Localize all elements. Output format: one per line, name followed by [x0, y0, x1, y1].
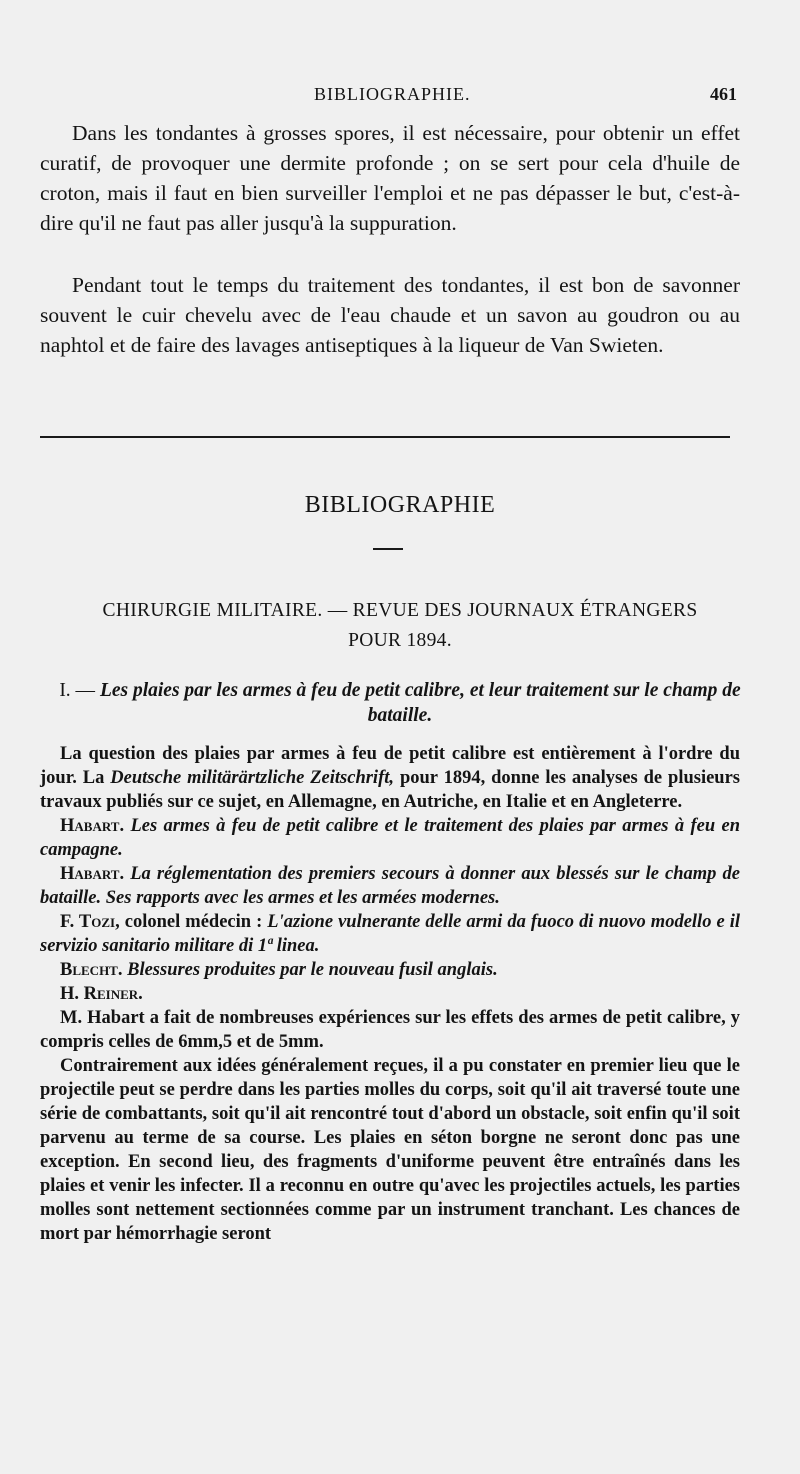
intro-paragraph-1: Dans les tondantes à grosses spores, il est nécessaire, pour obtenir un effet curatif, de provoquer une dermite profonde ; on se sert pour cela d'huile de croton, mais il faut en bien surveiller l'emploi et ne pas dépasser le but, c'est-à-dire qu'il ne faut pas aller jusqu'à la suppuration. — [40, 121, 740, 235]
reference-2 — [40, 862, 740, 910]
running-head-title: BIBLIOGRAPHIE. — [314, 84, 471, 104]
reference-author: Habart. — [60, 816, 125, 836]
intro-paragraph-2: Pendant tout le temps du traitement des tondantes, il est bon de savonner souvent le cuir chevelu avec de l'eau chaude et un savon au goudron ou au naphtol et de faire des lavages antiseptiques à la liqueur de Van Swieten. — [40, 273, 740, 357]
paragraph-intro — [40, 742, 740, 814]
journal-title: Deutsche militärärtzliche Zeitschrift, — [110, 768, 395, 788]
article-number: I. — — [59, 680, 96, 701]
reference-title: Blessures produites par le nouveau fusil anglais. — [127, 960, 498, 980]
reference-title: La réglementation des premiers secours à donner aux blessés sur le champ de bataille. Ses rapports avec les armes et les armées modernes. — [40, 864, 740, 908]
reference-4 — [40, 958, 740, 982]
reference-author: Habart. — [60, 864, 125, 884]
reference-author: Blecht. — [60, 960, 123, 980]
article-title — [40, 678, 760, 728]
section-heading: BIBLIOGRAPHIE — [304, 492, 496, 518]
article-title-text: Les plaies par les armes à feu de petit calibre, et leur traitement sur le champ de bataille. — [99, 680, 741, 726]
paragraph-intro-text-a: La question des plaies par armes à feu de petit calibre est entièrement à l'ordre du jour. La — [40, 744, 740, 788]
page-number: 461 — [710, 84, 737, 104]
heading-dash — [373, 548, 403, 550]
running-head — [0, 80, 800, 110]
reference-5 — [40, 982, 740, 1006]
reference-3 — [40, 910, 740, 958]
paragraph-intro-text-b: pour 1894, donne les analyses de plusieurs travaux publiés sur ce sujet, en Allemagne, en Autriche, en Italie et en Angleterre. — [40, 768, 740, 812]
reference-author: F. Tozi, — [60, 912, 120, 932]
reference-title: L'azione vulnerante delle armi da fuoco di nuovo modello e il servizio sanitario militare di 1ª linea. — [40, 912, 740, 956]
subheading — [40, 596, 760, 656]
section-divider — [40, 436, 730, 438]
subheading-line-2: POUR 1894. — [348, 630, 452, 651]
subheading-line-1: CHIRURGIE MILITAIRE. — REVUE DES JOURNAUX ÉTRANGERS — [102, 600, 698, 621]
reference-author: H. Reiner. — [60, 984, 143, 1004]
reference-role: colonel médecin : — [124, 912, 263, 932]
paragraph-experiments: M. Habart a fait de nombreuses expériences sur les effets des armes de petit calibre, y compris celles de 6mm,5 et de 5mm. — [40, 1008, 740, 1052]
article-body — [40, 742, 740, 1246]
reference-title: Les armes à feu de petit calibre et le traitement des plaies par armes à feu en campagne. — [40, 816, 741, 860]
reference-1 — [40, 814, 740, 862]
paragraph-findings: Contrairement aux idées généralement reçues, il a pu constater en premier lieu que le projectile peut se perdre dans les parties molles du corps, soit qu'il ait traversé toute une série de combattants, soit qu'il ait rencontré tout d'abord un obstacle, soit enfin qu'il soit parvenu au terme de sa course. Les plaies en séton borgne ne seront donc pas une exception. En second lieu, des fragments d'uniforme peuvent être entraînés dans les plaies et venir les infecter. Il a reconnu en outre qu'avec les projectiles actuels, les parties molles sont nettement sectionnées comme par un instrument tranchant. Les chances de mort par hémorrhagie seront — [40, 1056, 740, 1244]
